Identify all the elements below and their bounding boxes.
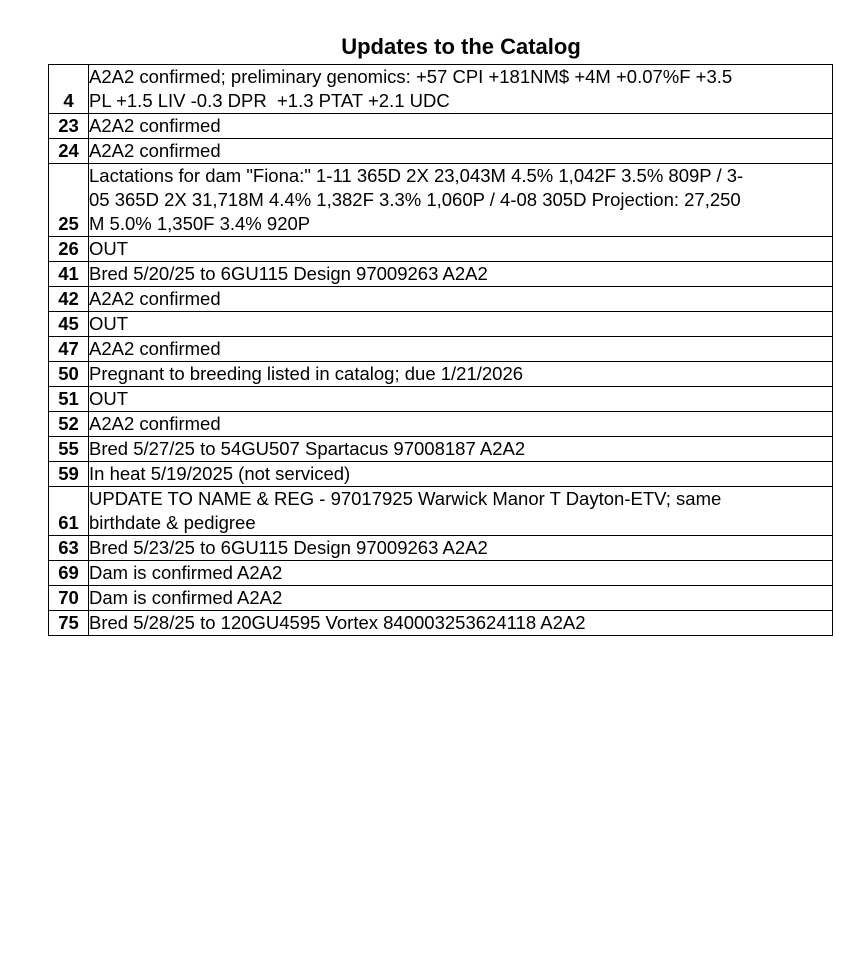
table-row	[49, 139, 833, 164]
table-row	[49, 65, 833, 114]
table-row	[49, 611, 833, 636]
table-row	[49, 437, 833, 462]
update-text: A2A2 confirmed; preliminary genomics: +57 CPI +181NM$ +4M +0.07%F +3.5 PL +1.5 LIV -0.3 DPR +1.3 PTAT +2.1 UDC	[89, 65, 833, 114]
page-title: Updates to the Catalog	[341, 34, 581, 59]
lot-number: 51	[49, 387, 89, 412]
table-row	[49, 337, 833, 362]
update-text: A2A2 confirmed	[89, 412, 833, 437]
update-text: OUT	[89, 312, 833, 337]
lot-number: 26	[49, 237, 89, 262]
lot-number: 47	[49, 337, 89, 362]
update-text: In heat 5/19/2025 (not serviced)	[89, 462, 833, 487]
lot-number: 24	[49, 139, 89, 164]
update-text: OUT	[89, 387, 833, 412]
table-row	[49, 536, 833, 561]
table-row	[49, 237, 833, 262]
lot-number: 69	[49, 561, 89, 586]
lot-number: 50	[49, 362, 89, 387]
update-text: Bred 5/23/25 to 6GU115 Design 97009263 A2A2	[89, 536, 833, 561]
update-text: Bred 5/27/25 to 54GU507 Spartacus 97008187 A2A2	[89, 437, 833, 462]
table-row	[49, 164, 833, 237]
update-text: Pregnant to breeding listed in catalog; due 1/21/2026	[89, 362, 833, 387]
lot-number: 63	[49, 536, 89, 561]
update-text: A2A2 confirmed	[89, 337, 833, 362]
lot-number: 55	[49, 437, 89, 462]
lot-number: 75	[49, 611, 89, 636]
update-text: OUT	[89, 237, 833, 262]
table-row	[49, 287, 833, 312]
table-row	[49, 462, 833, 487]
table-row	[49, 586, 833, 611]
table-row	[49, 362, 833, 387]
table-row	[49, 262, 833, 287]
lot-number: 25	[49, 164, 89, 237]
lot-number: 42	[49, 287, 89, 312]
table-row	[49, 412, 833, 437]
update-text: Lactations for dam "Fiona:" 1-11 365D 2X 23,043M 4.5% 1,042F 3.5% 809P / 3- 05 365D 2X 31,718M 4.4% 1,382F 3.3% 1,060P / 4-08 305D Projection: 27,250 M 5.0% 1,350F 3.4% 920P	[89, 164, 833, 237]
lot-number: 41	[49, 262, 89, 287]
update-text: A2A2 confirmed	[89, 114, 833, 139]
table-row	[49, 487, 833, 536]
update-text: A2A2 confirmed	[89, 287, 833, 312]
update-text: UPDATE TO NAME & REG - 97017925 Warwick Manor T Dayton-ETV; same birthdate & pedigree	[89, 487, 833, 536]
catalog-updates-table	[48, 64, 833, 636]
lot-number: 4	[49, 65, 89, 114]
update-text: Dam is confirmed A2A2	[89, 586, 833, 611]
table-row	[49, 387, 833, 412]
lot-number: 70	[49, 586, 89, 611]
lot-number: 61	[49, 487, 89, 536]
update-text: Bred 5/20/25 to 6GU115 Design 97009263 A2A2	[89, 262, 833, 287]
table-row	[49, 114, 833, 139]
table-row	[49, 561, 833, 586]
lot-number: 23	[49, 114, 89, 139]
update-text: Bred 5/28/25 to 120GU4595 Vortex 840003253624118 A2A2	[89, 611, 833, 636]
lot-number: 59	[49, 462, 89, 487]
table-row	[49, 312, 833, 337]
update-text: Dam is confirmed A2A2	[89, 561, 833, 586]
lot-number: 52	[49, 412, 89, 437]
lot-number: 45	[49, 312, 89, 337]
update-text: A2A2 confirmed	[89, 139, 833, 164]
